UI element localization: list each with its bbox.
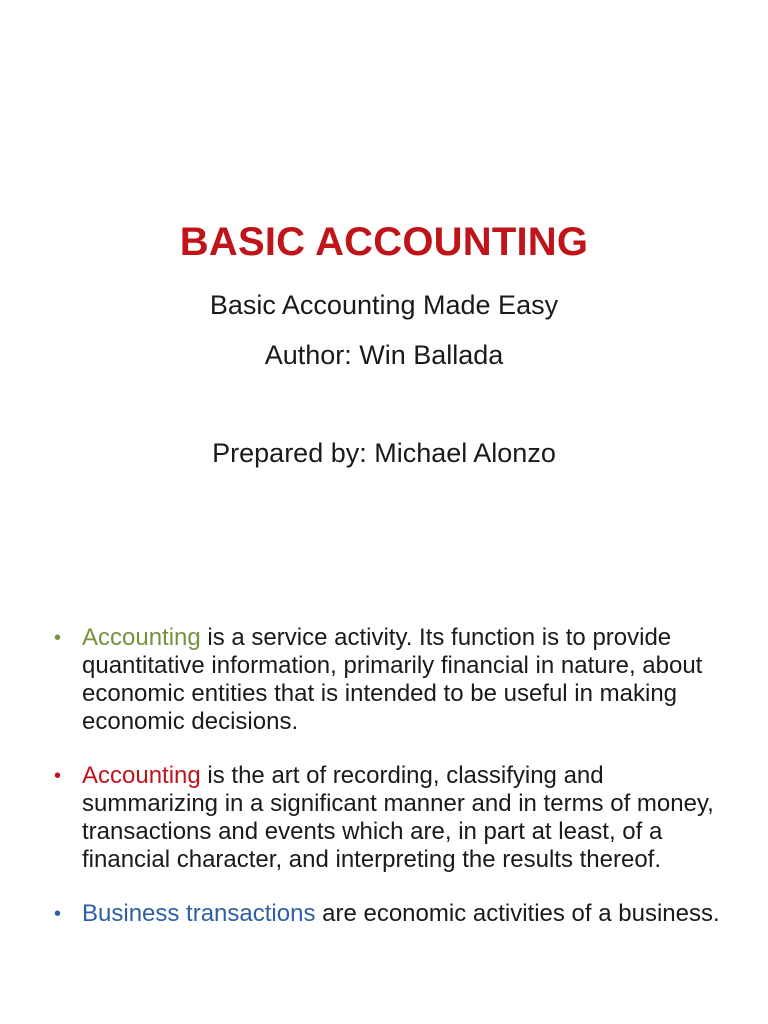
- definition-term: Business transactions: [82, 900, 316, 927]
- author-line: Author: Win Ballada: [264, 340, 504, 370]
- definition-item: [50, 762, 730, 874]
- definition-text: is the art of recording, classifying and summarizing in a significant manner and in terms of money, transactions and events which are, in part at least, of a financial character, and interpreting the results thereof.: [82, 762, 714, 873]
- subtitle: Basic Accounting Made Easy: [209, 290, 559, 320]
- bullet-icon: •: [54, 903, 62, 925]
- definition-text: are economic activities of a business.: [315, 900, 720, 927]
- definition-list: [50, 624, 730, 954]
- bullet-icon: •: [54, 627, 62, 649]
- definition-term: Accounting: [82, 762, 201, 789]
- prepared-by-line: Prepared by: Michael Alonzo: [212, 438, 556, 468]
- definition-item: [50, 624, 730, 736]
- definition-term: Accounting: [82, 624, 201, 651]
- definition-text: is a service activity. Its function is to provide quantitative information, primarily financial in nature, about economic entities that is intended to be useful in making economic decisions.: [82, 624, 703, 735]
- main-title: BASIC ACCOUNTING: [179, 220, 589, 264]
- bullet-icon: •: [54, 765, 62, 787]
- definitions-slide: [0, 576, 768, 1024]
- definition-item: [50, 900, 730, 928]
